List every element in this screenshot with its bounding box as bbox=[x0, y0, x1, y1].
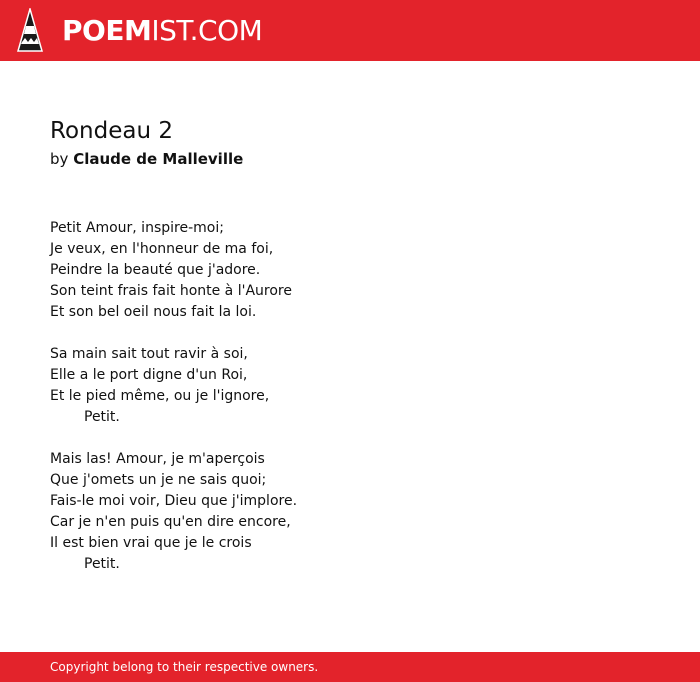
poem-refrain: Petit. bbox=[84, 556, 120, 572]
poem-line: Son teint frais fait honte à l'Aurore bbox=[50, 283, 292, 299]
brand-light: IST.COM bbox=[151, 14, 263, 47]
poem-line: Car je n'en puis qu'en dire encore, bbox=[50, 514, 291, 530]
poem-line: Je veux, en l'honneur de ma foi, bbox=[50, 241, 274, 257]
poem-line: Elle a le port digne d'un Roi, bbox=[50, 367, 248, 383]
brand-bold: POEM bbox=[62, 14, 152, 47]
poem-title: Rondeau 2 bbox=[50, 118, 173, 144]
author-name: Claude de Malleville bbox=[73, 150, 244, 168]
stanza bbox=[50, 218, 297, 323]
poem-line: Sa main sait tout ravir à soi, bbox=[50, 346, 248, 362]
by-label: by bbox=[50, 150, 69, 168]
poem-line: Fais-le moi voir, Dieu que j'implore. bbox=[50, 493, 298, 509]
poem-line: Peindre la beauté que j'adore. bbox=[50, 262, 261, 278]
site-header bbox=[0, 0, 700, 61]
poem-line: Que j'omets un je ne sais quoi; bbox=[50, 472, 267, 488]
poem-line: Il est bien vrai que je le crois bbox=[50, 535, 252, 551]
poem-line: Et son bel oeil nous fait la loi. bbox=[50, 304, 257, 320]
stanza bbox=[50, 344, 297, 428]
poem-body bbox=[50, 218, 297, 596]
stanza bbox=[50, 449, 297, 575]
poem-byline bbox=[50, 149, 243, 169]
poem-line: Et le pied même, ou je l'ignore, bbox=[50, 388, 270, 404]
pencil-tip-icon[interactable] bbox=[17, 8, 43, 52]
site-logo-text[interactable] bbox=[62, 13, 262, 49]
poem-refrain: Petit. bbox=[84, 409, 120, 425]
site-footer bbox=[0, 652, 700, 682]
copyright-notice: Copyright belong to their respective owners. bbox=[50, 660, 319, 674]
poem-line: Petit Amour, inspire-moi; bbox=[50, 220, 224, 236]
poem-line: Mais las! Amour, je m'aperçois bbox=[50, 451, 265, 467]
